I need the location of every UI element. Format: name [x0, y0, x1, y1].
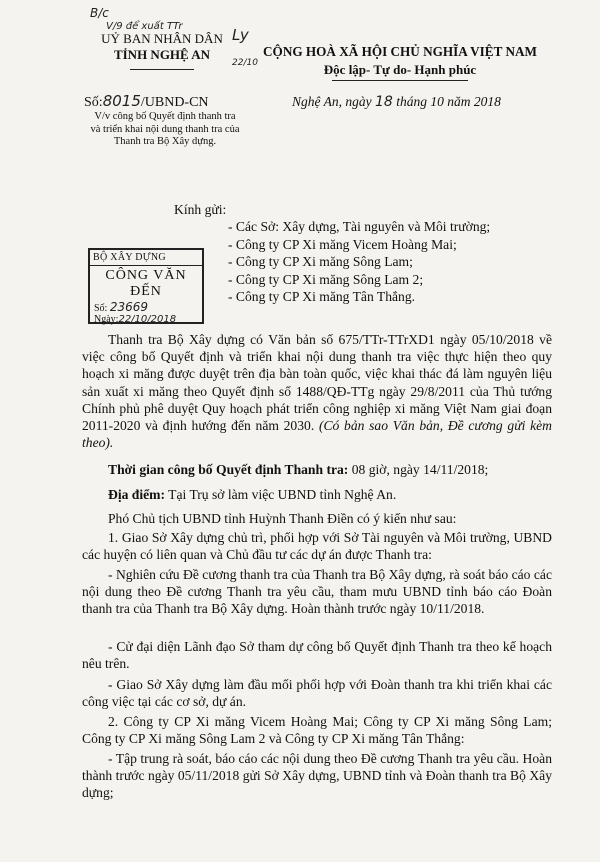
recipient-item: - Công ty CP Xi măng Sông Lam; [228, 254, 413, 270]
org-line-2: TỈNH NGHỆ AN [113, 47, 211, 62]
attachment-note: (Có bản sao Văn bản, Đề cương gửi kèm theo). [82, 418, 552, 451]
motto-underline [332, 80, 468, 81]
issue-date-day: 18 [375, 94, 393, 110]
issue-date: Nghệ An, ngày 18 tháng 10 năm 2018 [292, 94, 501, 110]
document-subject: V/v công bố Quyết định thanh tra và triển khai nội dung thanh tra của Thanh tra Bộ Xây dựng. [90, 111, 240, 147]
handwritten-initials: Ly [232, 26, 249, 44]
inspection-place: Địa điểm: Tại Trụ sở làm việc UBND tỉnh Nghệ An. [108, 487, 397, 502]
body-paragraph-opinion: Phó Chủ tịch UBND tỉnh Huỳnh Thanh Điền có ý kiến như sau: [108, 511, 457, 526]
recipients-label: Kính gửi: [174, 202, 227, 217]
body-paragraph-item-2: 2. Công ty CP Xi măng Vicem Hoàng Mai; Công ty CP Xi măng Sông Lam; Công ty CP Xi măng Sông Lam 2 và Công ty CP Xi măng Tân Thắng: [82, 714, 552, 747]
stamp-org: BỘ XÂY DỰNG [90, 250, 202, 266]
received-stamp [88, 248, 204, 324]
body-paragraph-item-1: 1. Giao Sở Xây dựng chủ trì, phối hợp với Sở Tài nguyên và Môi trường, UBND các huyện có liên quan và Chủ đầu tư các dự án được Thanh tra: [82, 530, 552, 563]
document-number: Số:8015/UBND-CN [84, 92, 209, 110]
body-paragraph-item-1a: - Nghiên cứu Đề cương thanh tra của Thanh tra Bộ Xây dựng, rà soát báo cáo các nội dung theo Đề cương Thanh tra yêu cầu, tham mưu UBND tỉnh báo cáo Đoàn thanh tra của Thanh tra Bộ Xây dựng. Hoàn thành trước ngày 10/11/2018. [82, 567, 552, 617]
handwritten-note: V/9 để xuất TTr [106, 21, 183, 32]
document-number-value: 8015 [102, 92, 141, 110]
handwritten-date: 22/10 [232, 58, 258, 68]
body-paragraph-item-1c: - Giao Sở Xây dựng làm đầu mối phối hợp với Đoàn thanh tra khi triển khai các công việc tại các cơ sở, dự án. [82, 677, 552, 710]
recipient-item: - Công ty CP Xi măng Tân Thắng. [228, 289, 416, 305]
handwritten-mark: B/c [90, 6, 109, 20]
stamp-date: Ngày:22/10/2018 [94, 314, 177, 325]
national-title: CỘNG HOÀ XÃ HỘI CHỦ NGHĨA VIỆT NAM [263, 44, 537, 59]
body-paragraph-item-1b: - Cử đại diện Lãnh đạo Sở tham dự công bố Quyết định Thanh tra theo kế hoạch nêu trên. [82, 639, 552, 672]
recipients-list [228, 218, 490, 306]
inspection-time: Thời gian công bố Quyết định Thanh tra: 08 giờ, ngày 14/11/2018; [108, 462, 489, 477]
issuing-organization [82, 31, 242, 63]
body-paragraph-intro: Thanh tra Bộ Xây dựng có Văn bản số 675/TTr-TTrXD1 ngày 05/10/2018 về việc công bố Quyết định và triển khai nội dung thanh tra việc thực hiện theo quy hoạch xi măng được duyệt trên địa bàn toàn quốc, việc khai thác đá làm nguyên liệu sản xuất xi măng theo Quyết định số 1488/QĐ-TTg ngày 29/8/2011 của Thủ tướng Chính phủ phê duyệt Quy hoạch phát triển công nghiệp xi măng Việt Nam giai đoạn 2011-2020 và định hướng đến năm 2030. (Có bản sao Văn bản, Đề cương gửi kèm theo). [82, 332, 552, 451]
org-underline [130, 69, 194, 70]
recipient-item: - Công ty CP Xi măng Vicem Hoàng Mai; [228, 236, 457, 252]
recipient-item: - Các Sở: Xây dựng, Tài nguyên và Môi trường; [228, 219, 491, 234]
recipient-item: - Công ty CP Xi măng Sông Lam 2; [228, 271, 424, 287]
org-line-1: UỶ BAN NHÂN DÂN [101, 31, 223, 46]
body-paragraph-item-2a: - Tập trung rà soát, báo cáo các nội dung theo Đề cương Thanh tra yêu cầu. Hoàn thành trước ngày 05/11/2018 gửi Sở Xây dựng, UBND tỉnh và Đoàn thanh tra Bộ Xây dựng; [82, 751, 552, 801]
stamp-title: CÔNG VĂN ĐẾN [105, 268, 187, 299]
stamp-number: Số: 23669 [94, 300, 149, 314]
national-motto: Độc lập- Tự do- Hạnh phúc [323, 62, 477, 77]
